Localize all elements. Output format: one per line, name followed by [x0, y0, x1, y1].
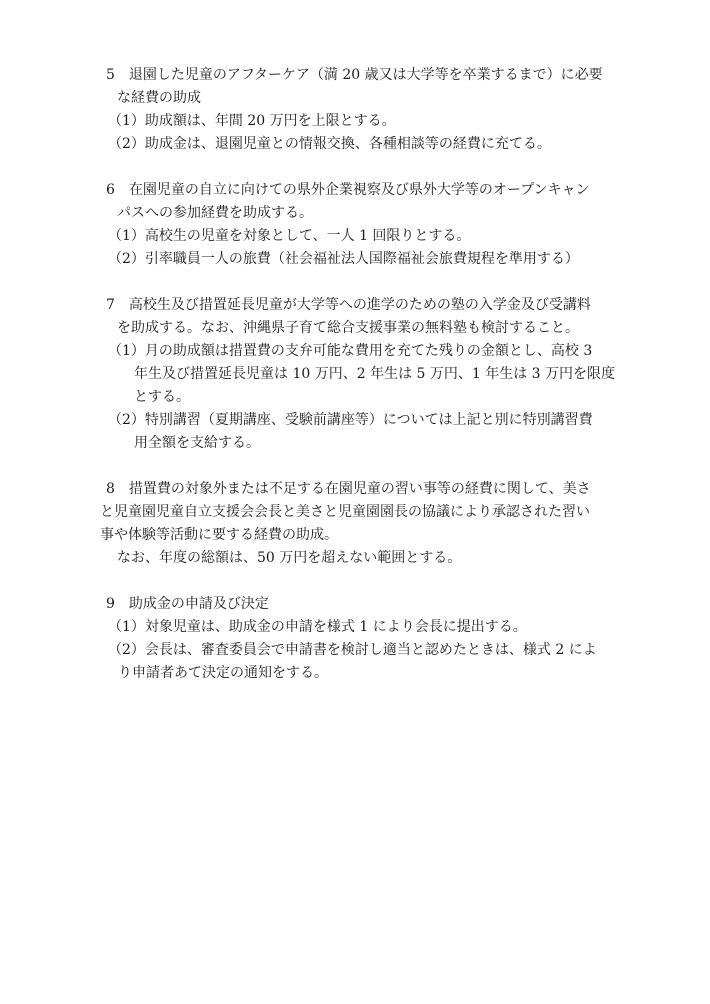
- section-5-heading: 5 退園した児童のアフターケア（満 20 歳又は大学等を卒業するまで）に必要: [106, 67, 603, 83]
- section-8-note: なお、年度の総額は、50 万円を超えない範囲とする。: [117, 550, 462, 566]
- section-7-item-1-continued-2: とする。: [134, 389, 190, 405]
- section-7-item-2-continued: 用全額を支給する。: [134, 435, 260, 451]
- section-5: [100, 64, 645, 156]
- document-body: [100, 64, 645, 708]
- section-6-item-1: （1）高校生の児童を対象として、一人 1 回限りとする。: [108, 228, 471, 244]
- section-9-item-2: （2）会長は、審査委員会で申請書を検討し適当と認めたときは、様式 2 によ: [108, 642, 597, 658]
- section-8-heading-continued-2: 事や体験等活動に要する経費の助成。: [100, 527, 338, 543]
- section-6-heading-continued: パスへの参加経費を助成する。: [117, 205, 313, 221]
- section-9-item-2-continued: り申請者あて決定の通知をする。: [118, 665, 328, 681]
- section-7-item-1: （1）月の助成額は措置費の支弁可能な費用を充てた残りの金額とし、高校 3: [108, 343, 593, 359]
- section-8-heading: 8 措置費の対象外または不足する在園児童の習い事等の経費に関して、美さ: [106, 481, 591, 497]
- section-7-item-2: （2）特別講習（夏期講座、受験前講座等）については上記と別に特別講習費: [108, 412, 593, 428]
- section-9-heading: 9 助成金の申請及び決定: [106, 596, 269, 612]
- section-7: [100, 294, 645, 455]
- section-7-item-1-continued: 年生及び措置延長児童は 10 万円、2 年生は 5 万円、1 年生は 3 万円を限度: [134, 366, 616, 382]
- section-6-item-2: （2）引率職員一人の旅費（社会福祉法人国際福祉会旅費規程を準用する）: [108, 251, 579, 267]
- section-5-item-1: （1）助成額は、年間 20 万円を上限とする。: [108, 113, 396, 129]
- section-7-heading: 7 高校生及び措置延長児童が大学等への進学のための塾の入学金及び受講料: [106, 297, 591, 313]
- section-8: [100, 478, 645, 570]
- section-7-heading-continued: を助成する。なお、沖縄県子育て総合支援事業の無料塾も検討すること。: [117, 320, 579, 336]
- section-5-heading-continued: な経費の助成: [117, 90, 201, 106]
- section-6-heading: 6 在園児童の自立に向けての県外企業視察及び県外大学等のオープンキャン: [106, 182, 590, 198]
- section-9: [100, 593, 645, 685]
- section-8-heading-continued: と児童園児童自立支援会会長と美さと児童園園長の協議により承認された習い: [100, 504, 590, 520]
- section-9-item-1: （1）対象児童は、助成金の申請を様式 1 により会長に提出する。: [108, 619, 527, 635]
- section-6: [100, 179, 645, 271]
- section-5-item-2: （2）助成金は、退園児童との情報交換、各種相談等の経費に充てる。: [108, 136, 551, 152]
